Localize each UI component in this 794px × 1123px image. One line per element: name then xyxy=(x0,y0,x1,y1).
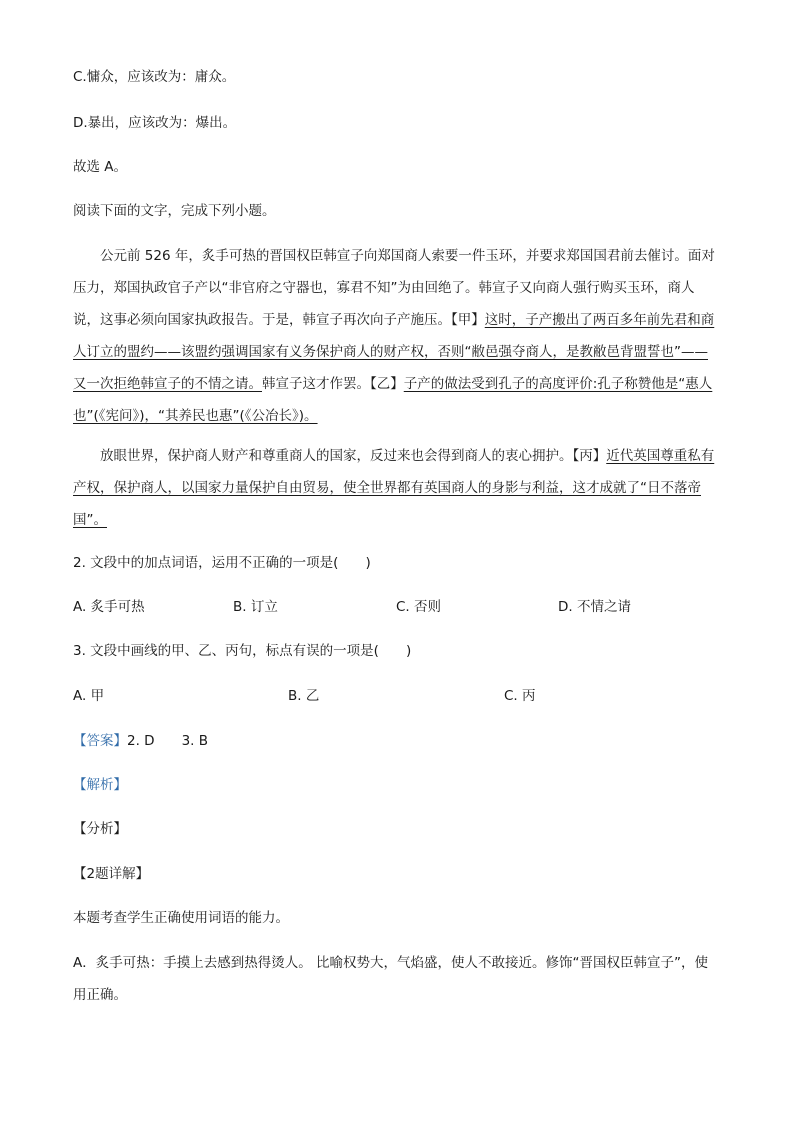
passage-paragraph-2 xyxy=(73,440,721,536)
q2-option-a: A. 炙手可热 xyxy=(73,599,145,615)
answer-tag: 【答案】 xyxy=(73,733,127,749)
sentence-jia: 这时，子产搬出了两百多年前先君和商人订立的盟约——该盟约强调国家有义务保护商人的财产权，否则“敝邑强夺商人，是教敝邑背盟誓也”——又一次拒绝韩宣子的不情之请。 xyxy=(73,312,715,392)
fenxi-tag: 【分析】 xyxy=(73,821,127,837)
passage-paragraph-1 xyxy=(73,240,721,432)
option-d-correction: D.暴出，应该改为：爆出。 xyxy=(73,115,237,131)
q3-option-a: A. 甲 xyxy=(73,688,105,704)
passage-p1-tail: 韩宣子这才作罢。 xyxy=(262,376,370,392)
option-c-correction: C.慵众，应该改为：庸众。 xyxy=(73,69,236,85)
q3-option-b: B. 乙 xyxy=(288,688,320,704)
q2-option-c: C. 否则 xyxy=(396,599,442,615)
mark-bing: 【丙】 xyxy=(572,448,607,464)
mark-jia: 【甲】 xyxy=(451,312,485,328)
answer-line xyxy=(73,731,208,751)
question-2-stem: 2. 文段中的加点词语，运用不正确的一项是( ) xyxy=(73,555,371,571)
sentence-bing: 近代英国尊重私有产权，保护商人，以国家力量保护自由贸易，使全世界都有英国商人的身影与利益，这才成就了“日不落帝国”。 xyxy=(73,448,715,528)
q2-option-d: D. 不情之请 xyxy=(558,599,631,615)
choice-conclusion: 故选 A。 xyxy=(73,159,128,175)
q2-detail-intro: 本题考查学生正确使用词语的能力。 xyxy=(73,910,289,926)
answer-text: 2. D 3. B xyxy=(127,733,208,749)
analysis-tag: 【解析】 xyxy=(73,777,127,793)
passage-p1-text: 公元前 526 年，炙手可热的晋国权臣韩宣子向郑国商人索要一件玉环，并要求郑国国君前去催讨。面对压力，郑国执政官子产以“非官府之守器也，寡君不知”为由回绝了。韩宣子又向商人强行购买玉环，商人说，这事必须向国家执政报告。于是，韩宣子再次向子产施压。 xyxy=(73,248,715,328)
q2-option-b: B. 订立 xyxy=(233,599,278,615)
q2-detail-a: A．炙手可热：手摸上去感到热得烫人。 比喻权势大，气焰盛，使人不敢接近。修饰“晋国权臣韩宣子”，使用正确。 xyxy=(73,955,709,1003)
mark-yi: 【乙】 xyxy=(370,376,404,392)
reading-instruction: 阅读下面的文字，完成下列小题。 xyxy=(73,203,276,219)
q2-detail-tag: 【2题详解】 xyxy=(73,866,150,882)
question-3-stem: 3. 文段中画线的甲、乙、丙句，标点有误的一项是( ) xyxy=(73,643,412,659)
passage-p2-text: 放眼世界，保护商人财产和尊重商人的国家，反过来也会得到商人的衷心拥护。 xyxy=(100,448,573,464)
sentence-yi: 子产的做法受到孔子的高度评价:孔子称赞他是“惠人也”(《宪问》)，“其养民也惠”(《公冶长》)。 xyxy=(73,376,713,424)
q3-option-c: C. 丙 xyxy=(504,688,536,704)
